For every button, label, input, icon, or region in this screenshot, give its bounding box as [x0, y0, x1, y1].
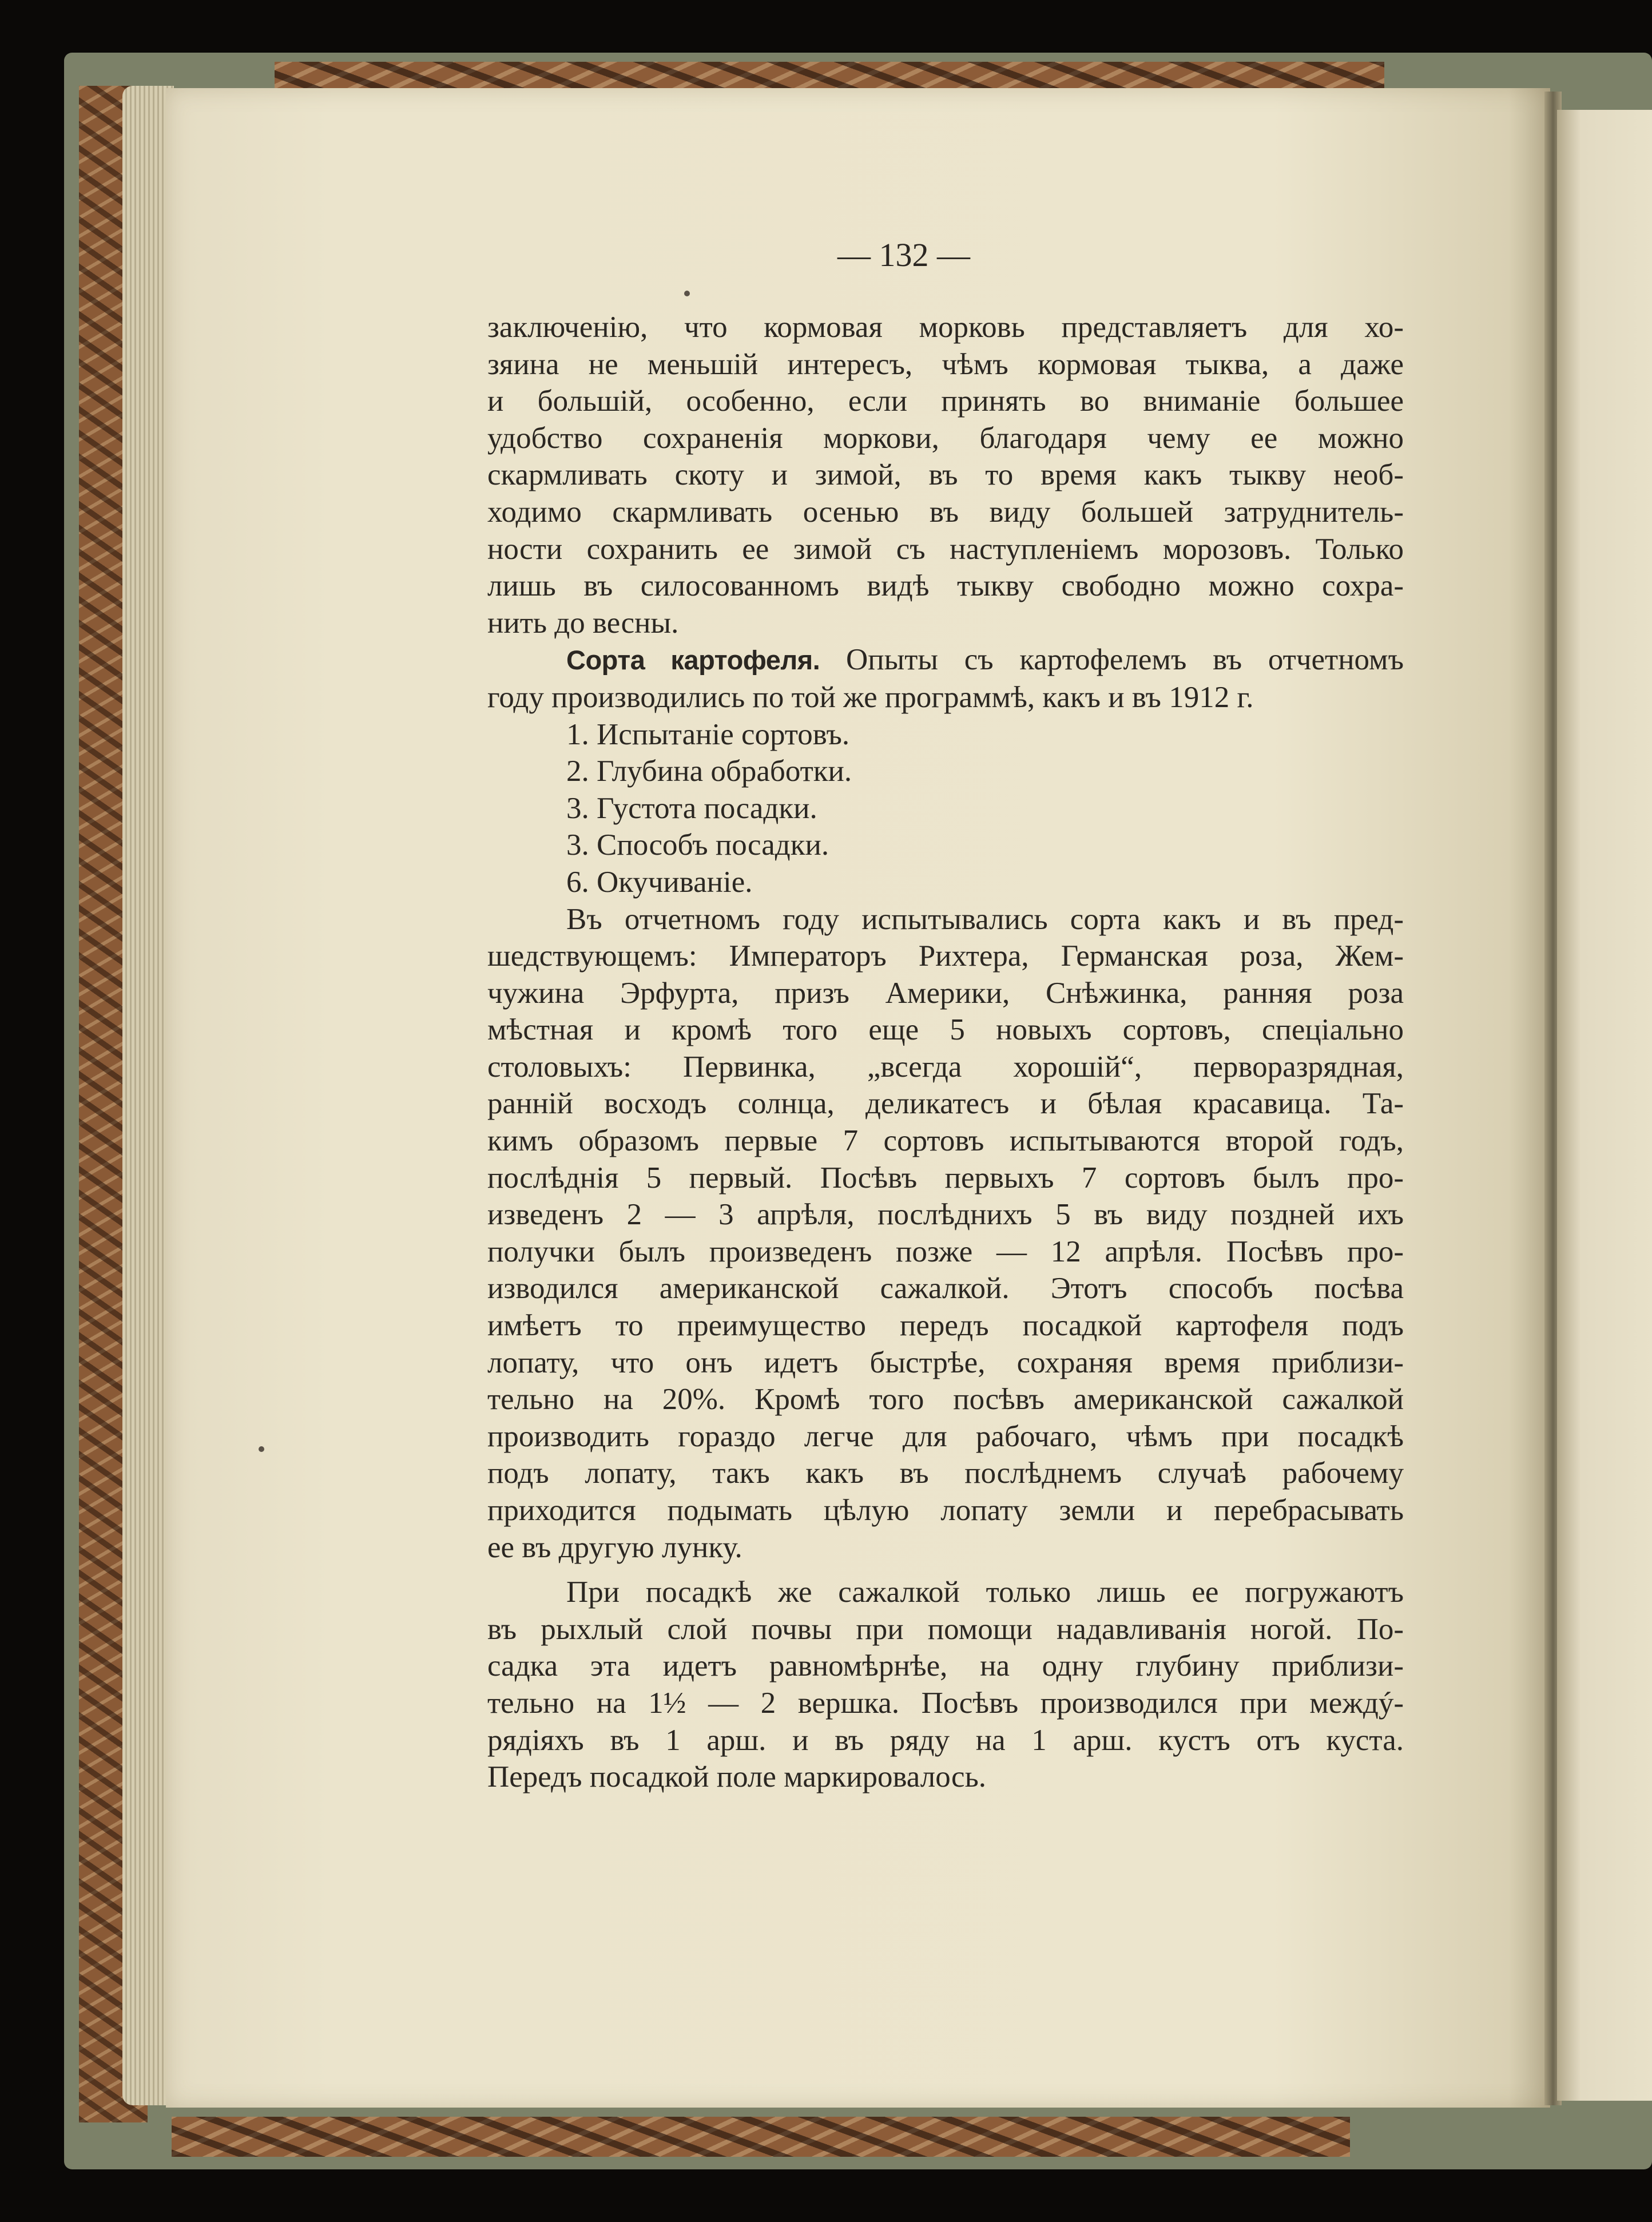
- text-line: производить гораздо легче для рабочаго, чѣмъ при посадкѣ: [487, 1419, 1404, 1453]
- text-line: получки былъ произведенъ позже — 12 апрѣля. Посѣвъ про-: [487, 1235, 1404, 1268]
- text-line: и большій, особенно, если принять во вниманіе большее: [487, 384, 1404, 418]
- list-item: 1. Испытаніе сортовъ.: [566, 717, 850, 751]
- program-list: [487, 716, 1404, 901]
- text-line: При посадкѣ же сажалкой только лишь ее погружаютъ: [566, 1576, 1404, 1609]
- text-line: скармливать скоту и зимой, въ то время какъ тыкву необ-: [487, 458, 1404, 492]
- text-line: тельно на 20%. Кромѣ того посѣвъ американской сажалкой: [487, 1383, 1404, 1416]
- page-text: [487, 309, 1404, 1796]
- text-line: послѣднія 5 первый. Посѣвъ первыхъ 7 сортовъ былъ про-: [487, 1161, 1404, 1195]
- text-line: кимъ образомъ первые 7 сортовъ испытываются второй годъ,: [487, 1124, 1404, 1158]
- text-line: тельно на 1½ — 2 вершка. Посѣвъ производился при междý-: [487, 1686, 1404, 1720]
- section-heading: Сорта картофеля.: [566, 645, 820, 676]
- text-line: приходится подымать цѣлую лопату земли и перебрасывать: [487, 1494, 1404, 1527]
- text-line: удобство сохраненія моркови, благодаря чему ее можно: [487, 421, 1404, 455]
- paragraph-1: [487, 309, 1404, 641]
- text-line: чужина Эрфурта, призъ Америки, Снѣжинка, ранняя роза: [487, 976, 1404, 1010]
- text-line: ранній восходъ солнца, деликатесъ и бѣлая красавица. Та-: [487, 1087, 1404, 1121]
- marbled-endpaper-bottom: [172, 2117, 1350, 2157]
- text-line: Въ отчетномъ году испытывались сорта какъ и въ пред-: [566, 902, 1404, 936]
- list-item: 3. Густота посадки.: [566, 791, 817, 825]
- text-line: заключенію, что кормовая морковь представляетъ для хо-: [487, 311, 1404, 344]
- list-item: 2. Глубина обработки.: [566, 755, 852, 788]
- text-line: нить до весны.: [487, 606, 679, 640]
- text-line: ности сохранить ее зимой съ наступленіемъ морозовъ. Только: [487, 532, 1404, 566]
- text-line: зяина не меньшій интересъ, чѣмъ кормовая тыква, а даже: [487, 347, 1404, 381]
- text-line: мѣстная и кромѣ того еще 5 новыхъ сортовъ, спеціально: [487, 1013, 1404, 1047]
- text-line: садка эта идетъ равномѣрнѣе, на одну глубину приблизи-: [487, 1649, 1404, 1683]
- text-line: изводился американской сажалкой. Этотъ способъ посѣва: [487, 1272, 1404, 1306]
- text-line: имѣетъ то преимущество передъ посадкой картофеля подъ: [487, 1309, 1404, 1343]
- text-line: столовыхъ: Первинка, „всегда хорошій“, перворазрядная,: [487, 1050, 1404, 1084]
- section-line-1-rest: Опыты съ картофелемъ въ отчетномъ: [820, 643, 1404, 677]
- page-number: — 132 —: [837, 236, 970, 273]
- list-item: 3. Способъ посадки.: [566, 828, 829, 862]
- section-first-line: [487, 641, 1404, 679]
- facing-page: [1557, 110, 1652, 2101]
- text-line: шедствующемъ: Императоръ Рихтера, Германская роза, Жем-: [487, 939, 1404, 973]
- text-line: въ рыхлый слой почвы при помощи надавливанія ногой. По-: [487, 1612, 1404, 1646]
- text-line: рядіяхъ въ 1 арш. и въ ряду на 1 арш. кустъ отъ куста.: [487, 1723, 1404, 1757]
- text-line: лишь въ силосованномъ видѣ тыкву свободно можно сохра-: [487, 569, 1404, 603]
- ink-speck: [684, 291, 690, 296]
- text-line: Передъ посадкой поле маркировалось.: [487, 1760, 986, 1794]
- paragraph-3: [487, 1574, 1404, 1796]
- text-line: изведенъ 2 — 3 апрѣля, послѣднихъ 5 въ виду поздней ихъ: [487, 1198, 1404, 1232]
- ink-speck: [259, 1446, 264, 1452]
- text-line: ее въ другую лунку.: [487, 1530, 742, 1564]
- section-line-2: году производились по той же программѣ, какъ и въ 1912 г.: [487, 680, 1254, 714]
- text-line: лопату, что онъ идетъ быстрѣе, сохраняя время приблизи-: [487, 1346, 1404, 1379]
- text-line: подъ лопату, такъ какъ въ послѣднемъ случаѣ рабочему: [487, 1457, 1404, 1490]
- paragraph-2: [487, 901, 1404, 1566]
- text-line: ходимо скармливать осенью въ виду большей затруднитель-: [487, 495, 1404, 529]
- list-item: 6. Окучиваніе.: [566, 865, 753, 899]
